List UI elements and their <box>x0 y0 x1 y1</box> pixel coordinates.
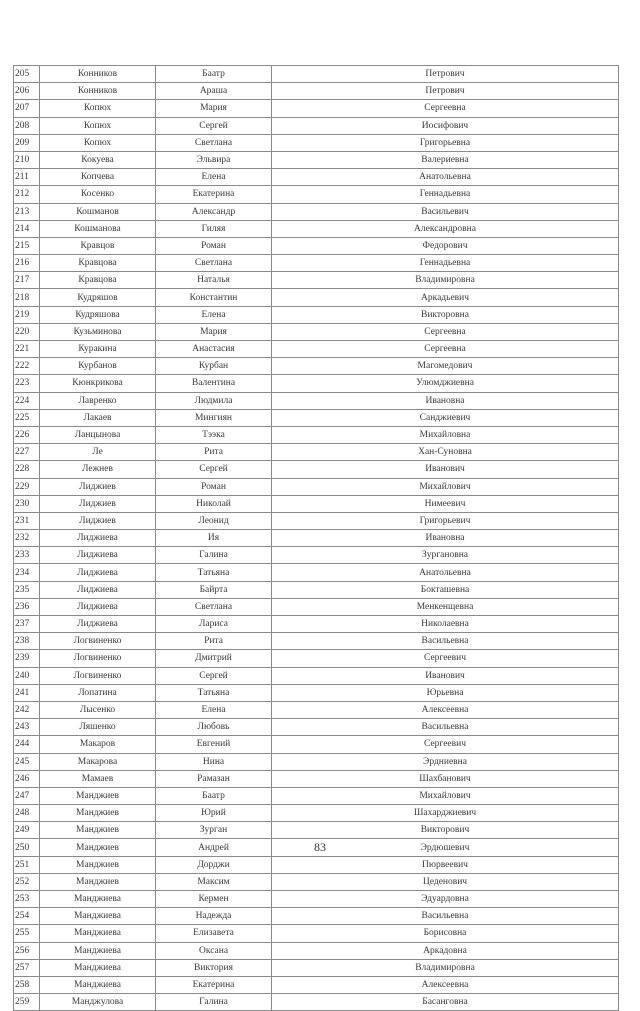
first-name-cell: Екатерина <box>156 976 272 993</box>
surname-cell: Кошманова <box>40 220 156 237</box>
row-number-cell: 206 <box>14 83 40 100</box>
row-number-cell: 208 <box>14 117 40 134</box>
surname-cell: Манджиев <box>40 805 156 822</box>
patronymic-cell: Ивановна <box>272 530 619 547</box>
surname-cell: Манджиева <box>40 908 156 925</box>
surname-cell: Ле <box>40 444 156 461</box>
surname-cell: Лиджиева <box>40 598 156 615</box>
surname-cell: Конников <box>40 83 156 100</box>
table-row <box>14 942 619 959</box>
table-row <box>14 822 619 839</box>
surname-cell: Ланцынова <box>40 426 156 443</box>
row-number-cell: 245 <box>14 753 40 770</box>
patronymic-cell: Пюрвеевич <box>272 856 619 873</box>
row-number-cell: 205 <box>14 66 40 83</box>
surname-cell: Манджиев <box>40 856 156 873</box>
first-name-cell: Светлана <box>156 598 272 615</box>
first-name-cell: Роман <box>156 237 272 254</box>
table-row <box>14 186 619 203</box>
table-row <box>14 908 619 925</box>
surname-cell: Лиджиев <box>40 495 156 512</box>
row-number-cell: 237 <box>14 616 40 633</box>
surname-cell: Кравцова <box>40 272 156 289</box>
table-row <box>14 392 619 409</box>
surname-cell: Логвиненко <box>40 633 156 650</box>
patronymic-cell: Геннадьевна <box>272 186 619 203</box>
surname-cell: Лиджиева <box>40 547 156 564</box>
row-number-cell: 231 <box>14 512 40 529</box>
row-number-cell: 258 <box>14 976 40 993</box>
patronymic-cell: Васильевич <box>272 203 619 220</box>
table-row <box>14 444 619 461</box>
surname-cell: Лиджиева <box>40 581 156 598</box>
surname-cell: Кюнкрикова <box>40 375 156 392</box>
first-name-cell: Константин <box>156 289 272 306</box>
patronymic-cell: Улюмджиевна <box>272 375 619 392</box>
first-name-cell: Людмила <box>156 392 272 409</box>
surname-cell: Куракина <box>40 341 156 358</box>
first-name-cell: Эльвира <box>156 151 272 168</box>
first-name-cell: Сергей <box>156 461 272 478</box>
table-row <box>14 650 619 667</box>
row-number-cell: 225 <box>14 409 40 426</box>
row-number-cell: 253 <box>14 891 40 908</box>
row-number-cell: 254 <box>14 908 40 925</box>
table-row <box>14 719 619 736</box>
first-name-cell: Лариса <box>156 616 272 633</box>
patronymic-cell: Аркадовна <box>272 942 619 959</box>
row-number-cell: 248 <box>14 805 40 822</box>
patronymic-cell: Геннадьевна <box>272 255 619 272</box>
first-name-cell: Елена <box>156 169 272 186</box>
first-name-cell: Кермен <box>156 891 272 908</box>
first-name-cell: Дорджи <box>156 856 272 873</box>
patronymic-cell: Федорович <box>272 237 619 254</box>
surname-cell: Лавренко <box>40 392 156 409</box>
surname-cell: Манджиева <box>40 942 156 959</box>
surname-cell: Лысенко <box>40 701 156 718</box>
page-number: 83 <box>314 840 326 854</box>
table-row <box>14 341 619 358</box>
table-row <box>14 856 619 873</box>
first-name-cell: Евгений <box>156 736 272 753</box>
table-row <box>14 873 619 890</box>
row-number-cell: 257 <box>14 959 40 976</box>
row-number-cell: 251 <box>14 856 40 873</box>
table-row <box>14 891 619 908</box>
first-name-cell: Екатерина <box>156 186 272 203</box>
surname-cell: Лежнев <box>40 461 156 478</box>
patronymic-cell: Менкенщевна <box>272 598 619 615</box>
table-row <box>14 255 619 272</box>
patronymic-cell: Эрдюшевич <box>272 839 619 856</box>
table-row <box>14 323 619 340</box>
first-name-cell: Галина <box>156 547 272 564</box>
table-row <box>14 736 619 753</box>
table-row <box>14 169 619 186</box>
table-row <box>14 495 619 512</box>
row-number-cell: 235 <box>14 581 40 598</box>
table-row <box>14 203 619 220</box>
patronymic-cell: Григорьевна <box>272 134 619 151</box>
surname-cell: Лопатина <box>40 684 156 701</box>
patronymic-cell: Владимировна <box>272 959 619 976</box>
patronymic-cell: Александровна <box>272 220 619 237</box>
first-name-cell: Максим <box>156 873 272 890</box>
first-name-cell: Сергей <box>156 117 272 134</box>
first-name-cell: Елизавета <box>156 925 272 942</box>
patronymic-cell: Юрьевна <box>272 684 619 701</box>
surname-cell: Манджиев <box>40 787 156 804</box>
first-name-cell: Мария <box>156 100 272 117</box>
table-row <box>14 117 619 134</box>
row-number-cell: 207 <box>14 100 40 117</box>
surname-cell: Манджиева <box>40 891 156 908</box>
table-row <box>14 753 619 770</box>
table-row <box>14 547 619 564</box>
first-name-cell: Елена <box>156 701 272 718</box>
surname-cell: Логвиненко <box>40 667 156 684</box>
row-number-cell: 227 <box>14 444 40 461</box>
first-name-cell: Гиляя <box>156 220 272 237</box>
patronymic-cell: Шахбанович <box>272 770 619 787</box>
first-name-cell: Татьяна <box>156 684 272 701</box>
patronymic-cell: Цеденович <box>272 873 619 890</box>
patronymic-cell: Бокташевна <box>272 581 619 598</box>
patronymic-cell: Алексеевна <box>272 701 619 718</box>
first-name-cell: Андрей <box>156 839 272 856</box>
table-row <box>14 426 619 443</box>
surname-cell: Кузьминова <box>40 323 156 340</box>
table-row <box>14 512 619 529</box>
table-row <box>14 306 619 323</box>
surname-cell: Кокуева <box>40 151 156 168</box>
patronymic-cell: Иванович <box>272 667 619 684</box>
patronymic-cell: Иосифович <box>272 117 619 134</box>
surname-cell: Лиджиева <box>40 564 156 581</box>
surname-cell: Кудряшов <box>40 289 156 306</box>
patronymic-cell: Петрович <box>272 83 619 100</box>
patronymic-cell: Васильевна <box>272 908 619 925</box>
row-number-cell: 223 <box>14 375 40 392</box>
row-number-cell: 238 <box>14 633 40 650</box>
table-row <box>14 66 619 83</box>
patronymic-cell: Михайлович <box>272 787 619 804</box>
table-row <box>14 633 619 650</box>
table-row <box>14 616 619 633</box>
row-number-cell: 239 <box>14 650 40 667</box>
surname-cell: Лакаев <box>40 409 156 426</box>
row-number-cell: 219 <box>14 306 40 323</box>
patronymic-cell: Васильевна <box>272 633 619 650</box>
row-number-cell: 255 <box>14 925 40 942</box>
first-name-cell: Сергей <box>156 667 272 684</box>
first-name-cell: Наталья <box>156 272 272 289</box>
row-number-cell: 224 <box>14 392 40 409</box>
row-number-cell: 230 <box>14 495 40 512</box>
first-name-cell: Рамазан <box>156 770 272 787</box>
surname-cell: Манджиева <box>40 925 156 942</box>
roster-table <box>13 65 619 1011</box>
surname-cell: Конников <box>40 66 156 83</box>
row-number-cell: 212 <box>14 186 40 203</box>
surname-cell: Манджиев <box>40 839 156 856</box>
surname-cell: Копюх <box>40 100 156 117</box>
surname-cell: Копчева <box>40 169 156 186</box>
surname-cell: Манджиев <box>40 873 156 890</box>
row-number-cell: 243 <box>14 719 40 736</box>
row-number-cell: 229 <box>14 478 40 495</box>
table-row <box>14 684 619 701</box>
row-number-cell: 259 <box>14 994 40 1011</box>
roster-body <box>14 66 619 1011</box>
patronymic-cell: Эдуардовна <box>272 891 619 908</box>
first-name-cell: Оксана <box>156 942 272 959</box>
patronymic-cell: Хан-Суновна <box>272 444 619 461</box>
row-number-cell: 209 <box>14 134 40 151</box>
table-row <box>14 564 619 581</box>
patronymic-cell: Петрович <box>272 66 619 83</box>
table-row <box>14 134 619 151</box>
first-name-cell: Юрий <box>156 805 272 822</box>
first-name-cell: Александр <box>156 203 272 220</box>
first-name-cell: Баатр <box>156 787 272 804</box>
table-row <box>14 461 619 478</box>
first-name-cell: Мария <box>156 323 272 340</box>
row-number-cell: 252 <box>14 873 40 890</box>
table-row <box>14 358 619 375</box>
patronymic-cell: Зургановна <box>272 547 619 564</box>
surname-cell: Кудряшова <box>40 306 156 323</box>
patronymic-cell: Алексеевна <box>272 976 619 993</box>
row-number-cell: 221 <box>14 341 40 358</box>
first-name-cell: Елена <box>156 306 272 323</box>
row-number-cell: 247 <box>14 787 40 804</box>
row-number-cell: 214 <box>14 220 40 237</box>
surname-cell: Лиджиев <box>40 512 156 529</box>
table-row <box>14 83 619 100</box>
patronymic-cell: Валериевна <box>272 151 619 168</box>
first-name-cell: Нина <box>156 753 272 770</box>
first-name-cell: Любовь <box>156 719 272 736</box>
surname-cell: Макарова <box>40 753 156 770</box>
surname-cell: Курбанов <box>40 358 156 375</box>
first-name-cell: Рита <box>156 444 272 461</box>
row-number-cell: 226 <box>14 426 40 443</box>
patronymic-cell: Сергеевна <box>272 341 619 358</box>
patronymic-cell: Григорьевич <box>272 512 619 529</box>
surname-cell: Лиджиева <box>40 530 156 547</box>
table-row <box>14 598 619 615</box>
first-name-cell: Тээка <box>156 426 272 443</box>
table-row <box>14 375 619 392</box>
patronymic-cell: Владимировна <box>272 272 619 289</box>
table-row <box>14 667 619 684</box>
table-row <box>14 976 619 993</box>
first-name-cell: Светлана <box>156 255 272 272</box>
row-number-cell: 236 <box>14 598 40 615</box>
patronymic-cell: Басанговна <box>272 994 619 1011</box>
first-name-cell: Валентина <box>156 375 272 392</box>
first-name-cell: Виктория <box>156 959 272 976</box>
table-row <box>14 220 619 237</box>
row-number-cell: 218 <box>14 289 40 306</box>
surname-cell: Манджиев <box>40 822 156 839</box>
row-number-cell: 210 <box>14 151 40 168</box>
patronymic-cell: Викторовна <box>272 306 619 323</box>
first-name-cell: Галина <box>156 994 272 1011</box>
table-row <box>14 151 619 168</box>
first-name-cell: Леонид <box>156 512 272 529</box>
surname-cell: Лиджиева <box>40 616 156 633</box>
first-name-cell: Дмитрий <box>156 650 272 667</box>
first-name-cell: Баатр <box>156 66 272 83</box>
row-number-cell: 220 <box>14 323 40 340</box>
patronymic-cell: Иванович <box>272 461 619 478</box>
first-name-cell: Ия <box>156 530 272 547</box>
surname-cell: Копюх <box>40 117 156 134</box>
patronymic-cell: Шахарджиевич <box>272 805 619 822</box>
row-number-cell: 242 <box>14 701 40 718</box>
patronymic-cell: Михайловна <box>272 426 619 443</box>
surname-cell: Кошманов <box>40 203 156 220</box>
row-number-cell: 228 <box>14 461 40 478</box>
row-number-cell: 246 <box>14 770 40 787</box>
surname-cell: Копюх <box>40 134 156 151</box>
row-number-cell: 234 <box>14 564 40 581</box>
first-name-cell: Зурган <box>156 822 272 839</box>
table-row <box>14 272 619 289</box>
row-number-cell: 213 <box>14 203 40 220</box>
patronymic-cell: Сергеевич <box>272 650 619 667</box>
patronymic-cell: Анатольевна <box>272 169 619 186</box>
row-number-cell: 250 <box>14 839 40 856</box>
patronymic-cell: Викторович <box>272 822 619 839</box>
row-number-cell: 211 <box>14 169 40 186</box>
table-row <box>14 581 619 598</box>
patronymic-cell: Сергеевна <box>272 100 619 117</box>
first-name-cell: Мингиян <box>156 409 272 426</box>
surname-cell: Манджиева <box>40 976 156 993</box>
patronymic-cell: Санджиевич <box>272 409 619 426</box>
row-number-cell: 233 <box>14 547 40 564</box>
surname-cell: Ляшенко <box>40 719 156 736</box>
row-number-cell: 244 <box>14 736 40 753</box>
table-row <box>14 770 619 787</box>
row-number-cell: 249 <box>14 822 40 839</box>
patronymic-cell: Анатольевна <box>272 564 619 581</box>
surname-cell: Манджулова <box>40 994 156 1011</box>
table-row <box>14 478 619 495</box>
row-number-cell: 216 <box>14 255 40 272</box>
first-name-cell: Рита <box>156 633 272 650</box>
patronymic-cell: Магомедович <box>272 358 619 375</box>
first-name-cell: Надежда <box>156 908 272 925</box>
patronymic-cell: Сергеевич <box>272 736 619 753</box>
row-number-cell: 256 <box>14 942 40 959</box>
patronymic-cell: Николаевна <box>272 616 619 633</box>
patronymic-cell: Ивановна <box>272 392 619 409</box>
first-name-cell: Анастасия <box>156 341 272 358</box>
table-row <box>14 409 619 426</box>
row-number-cell: 240 <box>14 667 40 684</box>
patronymic-cell: Нимеевич <box>272 495 619 512</box>
table-row <box>14 805 619 822</box>
table-row <box>14 925 619 942</box>
table-row <box>14 959 619 976</box>
first-name-cell: Светлана <box>156 134 272 151</box>
surname-cell: Лиджиев <box>40 478 156 495</box>
table-row <box>14 100 619 117</box>
patronymic-cell: Васильевна <box>272 719 619 736</box>
first-name-cell: Араша <box>156 83 272 100</box>
first-name-cell: Роман <box>156 478 272 495</box>
first-name-cell: Байрта <box>156 581 272 598</box>
patronymic-cell: Михайлович <box>272 478 619 495</box>
row-number-cell: 215 <box>14 237 40 254</box>
row-number-cell: 232 <box>14 530 40 547</box>
table-row <box>14 289 619 306</box>
surname-cell: Кравцова <box>40 255 156 272</box>
table-row <box>14 994 619 1011</box>
first-name-cell: Курбан <box>156 358 272 375</box>
row-number-cell: 217 <box>14 272 40 289</box>
table-row <box>14 701 619 718</box>
patronymic-cell: Сергеевна <box>272 323 619 340</box>
surname-cell: Макаров <box>40 736 156 753</box>
surname-cell: Мамаев <box>40 770 156 787</box>
row-number-cell: 222 <box>14 358 40 375</box>
surname-cell: Манджиева <box>40 959 156 976</box>
surname-cell: Кравцов <box>40 237 156 254</box>
patronymic-cell: Эрдниевна <box>272 753 619 770</box>
table-row <box>14 787 619 804</box>
table-row <box>14 530 619 547</box>
surname-cell: Косенко <box>40 186 156 203</box>
patronymic-cell: Аркадьевич <box>272 289 619 306</box>
table-row <box>14 237 619 254</box>
first-name-cell: Николай <box>156 495 272 512</box>
first-name-cell: Татьяна <box>156 564 272 581</box>
surname-cell: Логвиненко <box>40 650 156 667</box>
patronymic-cell: Борисовна <box>272 925 619 942</box>
row-number-cell: 241 <box>14 684 40 701</box>
